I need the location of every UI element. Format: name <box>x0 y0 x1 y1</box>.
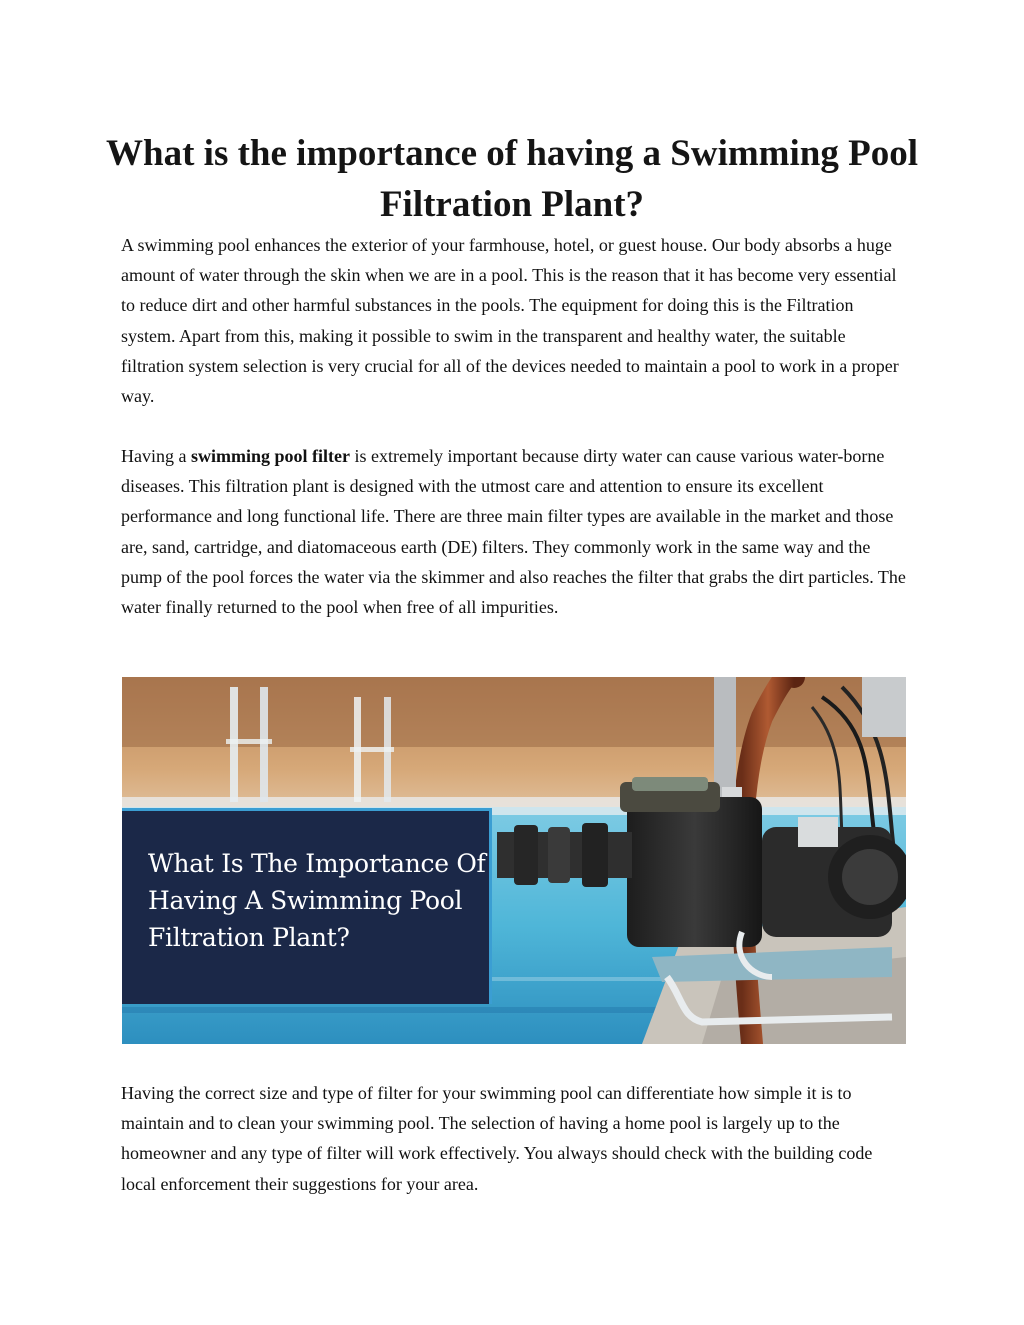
paragraph-intro: A swimming pool enhances the exterior of your farmhouse, hotel, or guest house. Our body absorbs a huge amount of water through the skin when we are in a pool. This is the reason that it has become very essential to reduce dirt and other harmful substances in the pools. The equipment for doing this is the Filtration system. Apart from this, making it possible to swim in the transparent and healthy water, the suitable filtration system selection is very crucial for all of the devices needed to maintain a pool to work in a proper way. <box>121 235 899 407</box>
swimming-pool-filter-keyword: swimming pool filter <box>190 446 350 466</box>
paragraph-filter-lead: Having a <box>121 446 191 466</box>
image-caption-box <box>122 808 492 1004</box>
article-title: What is the importance of having a Swimming Pool Filtration Plant? <box>106 133 918 225</box>
paragraph-filter-importance <box>121 441 911 622</box>
pool-filtration-image <box>122 677 906 1044</box>
image-caption-text: What Is The Importance Of Having A Swimming Pool Filtration Plant? <box>148 849 486 952</box>
paragraph-filter-selection: Having the correct size and type of filter for your swimming pool can differentiate how simple it is to maintain and to clean your swimming pool. The selection of having a home pool is largely up to the homeowner and any type of filter will work effectively. You always should check with the building code local enforcement their suggestions for your area. <box>121 1083 873 1194</box>
paragraph-filter-body: is extremely important because dirty water can cause various water-borne diseases. This filtration plant is designed with the utmost care and attention to ensure its excellent performance and long functional life. There are three main filter types are available in the market and those are, sand, cartridge, and diatomaceous earth (DE) filters. They commonly work in the same way and the pump of the pool forces the water via the skimmer and also reaches the filter that grabs the dirt particles. The water finally returned to the pool when free of all impurities. <box>121 446 906 618</box>
